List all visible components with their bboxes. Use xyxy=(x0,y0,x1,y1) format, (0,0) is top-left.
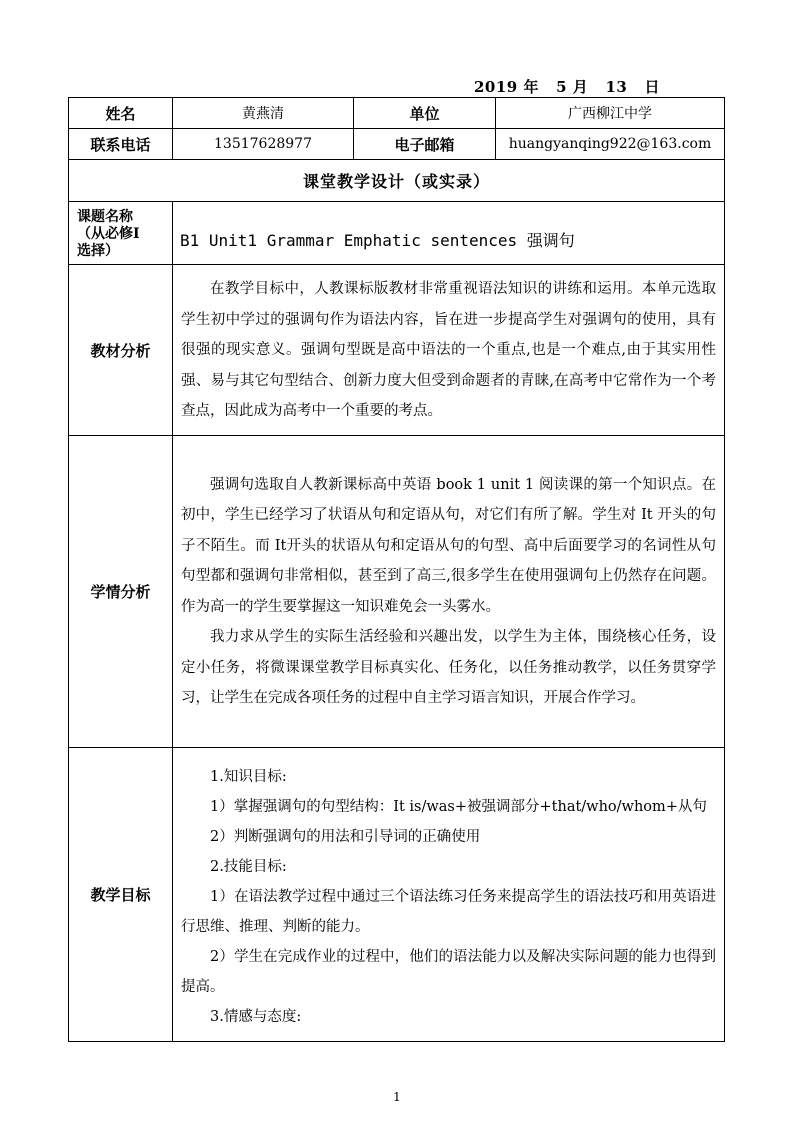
course-label xyxy=(69,202,173,265)
objective-item: 1）在语法教学过程中通过三个语法练习任务来提高学生的语法技巧和用英语进行思维、推理、判断的能力。 xyxy=(181,888,716,935)
objective-heading-attitude: 3.情感与态度: xyxy=(210,1008,302,1025)
material-cell xyxy=(173,265,725,436)
students-cell xyxy=(173,436,725,748)
section-title: 课堂教学设计（或实录） xyxy=(69,160,725,202)
objectives-cell xyxy=(173,748,725,1042)
course-row xyxy=(69,202,725,265)
info-row-contact xyxy=(69,129,725,160)
phone-value: 13517628977 xyxy=(173,129,354,160)
info-row-name xyxy=(69,98,725,129)
objective-item: 1）掌握强调句的句型结构：It is/was+被强调部分+that/who/whom+从句 xyxy=(210,798,707,815)
unit-value: 广西柳江中学 xyxy=(496,98,725,129)
objectives-row xyxy=(69,748,725,1042)
objective-heading-knowledge: 1.知识目标: xyxy=(210,768,287,785)
objective-heading-skills: 2.技能目标: xyxy=(210,858,287,875)
material-text: 在教学目标中，人教课标版教材非常重视语法知识的讲练和运用。本单元选取学生初中学过的强调句作为语法内容，旨在进一步提高学生对强调句的使用，具有很强的现实意义。强调句型既是高中语法的一个重点,也是一个难点,由于其实用性强、易与其它句型结合、创新力度大但受到命题者的青睐,在高考中它常作为一个考查点，因此成为高考中一个重要的考点。 xyxy=(181,281,716,420)
unit-label: 单位 xyxy=(354,98,496,129)
students-para-1: 强调句选取自人教新课标高中英语 book 1 unit 1 阅读课的第一个知识点。在初中，学生已经学习了状语从句和定语从句，对它们有所了解。学生对 It 开头的句子不陌生。而 It开头的状语从句和定语从句的句型、高中后面要学习的名词性从句句型都和强调句非常相似，甚至到了高三,很多学生在使用强调句上仍然存在问题。作为高一的学生要掌握这一知识难免会一头雾水。 xyxy=(181,476,716,615)
students-label: 学情分析 xyxy=(69,436,173,748)
course-name: B1 Unit1 Grammar Emphatic sentences 强调句 xyxy=(173,202,725,265)
name-value: 黄燕清 xyxy=(173,98,354,129)
section-title-row xyxy=(69,160,725,202)
form-date: 2019 年 5 月 13 日 xyxy=(474,78,661,96)
students-para-2: 我力求从学生的实际生活经验和兴趣出发，以学生为主体，围绕核心任务，设定小任务，将微课课堂教学目标真实化、任务化，以任务推动教学，以任务贯穿学习，让学生在完成各项任务的过程中自主学习语言知识，开展合作学习。 xyxy=(181,629,716,706)
material-row xyxy=(69,265,725,436)
objective-item: 2）学生在完成作业的过程中，他们的语法能力以及解决实际问题的能力也得到提高。 xyxy=(181,948,716,995)
phone-label: 联系电话 xyxy=(69,129,173,160)
lesson-design-form xyxy=(68,97,725,1042)
material-label: 教材分析 xyxy=(69,265,173,436)
email-label: 电子邮箱 xyxy=(354,129,496,160)
page-number: 1 xyxy=(393,1090,401,1104)
students-row xyxy=(69,436,725,748)
course-label-line3: 选择） xyxy=(77,242,119,259)
email-value: huangyanqing922@163.com xyxy=(496,129,725,160)
objective-item: 2）判断强调句的用法和引导词的正确使用 xyxy=(210,828,481,845)
course-label-line1: 课题名称 xyxy=(77,208,133,225)
course-label-line2: （从必修Ⅰ xyxy=(77,225,140,242)
name-label: 姓名 xyxy=(69,98,173,129)
objectives-label: 教学目标 xyxy=(69,748,173,1042)
